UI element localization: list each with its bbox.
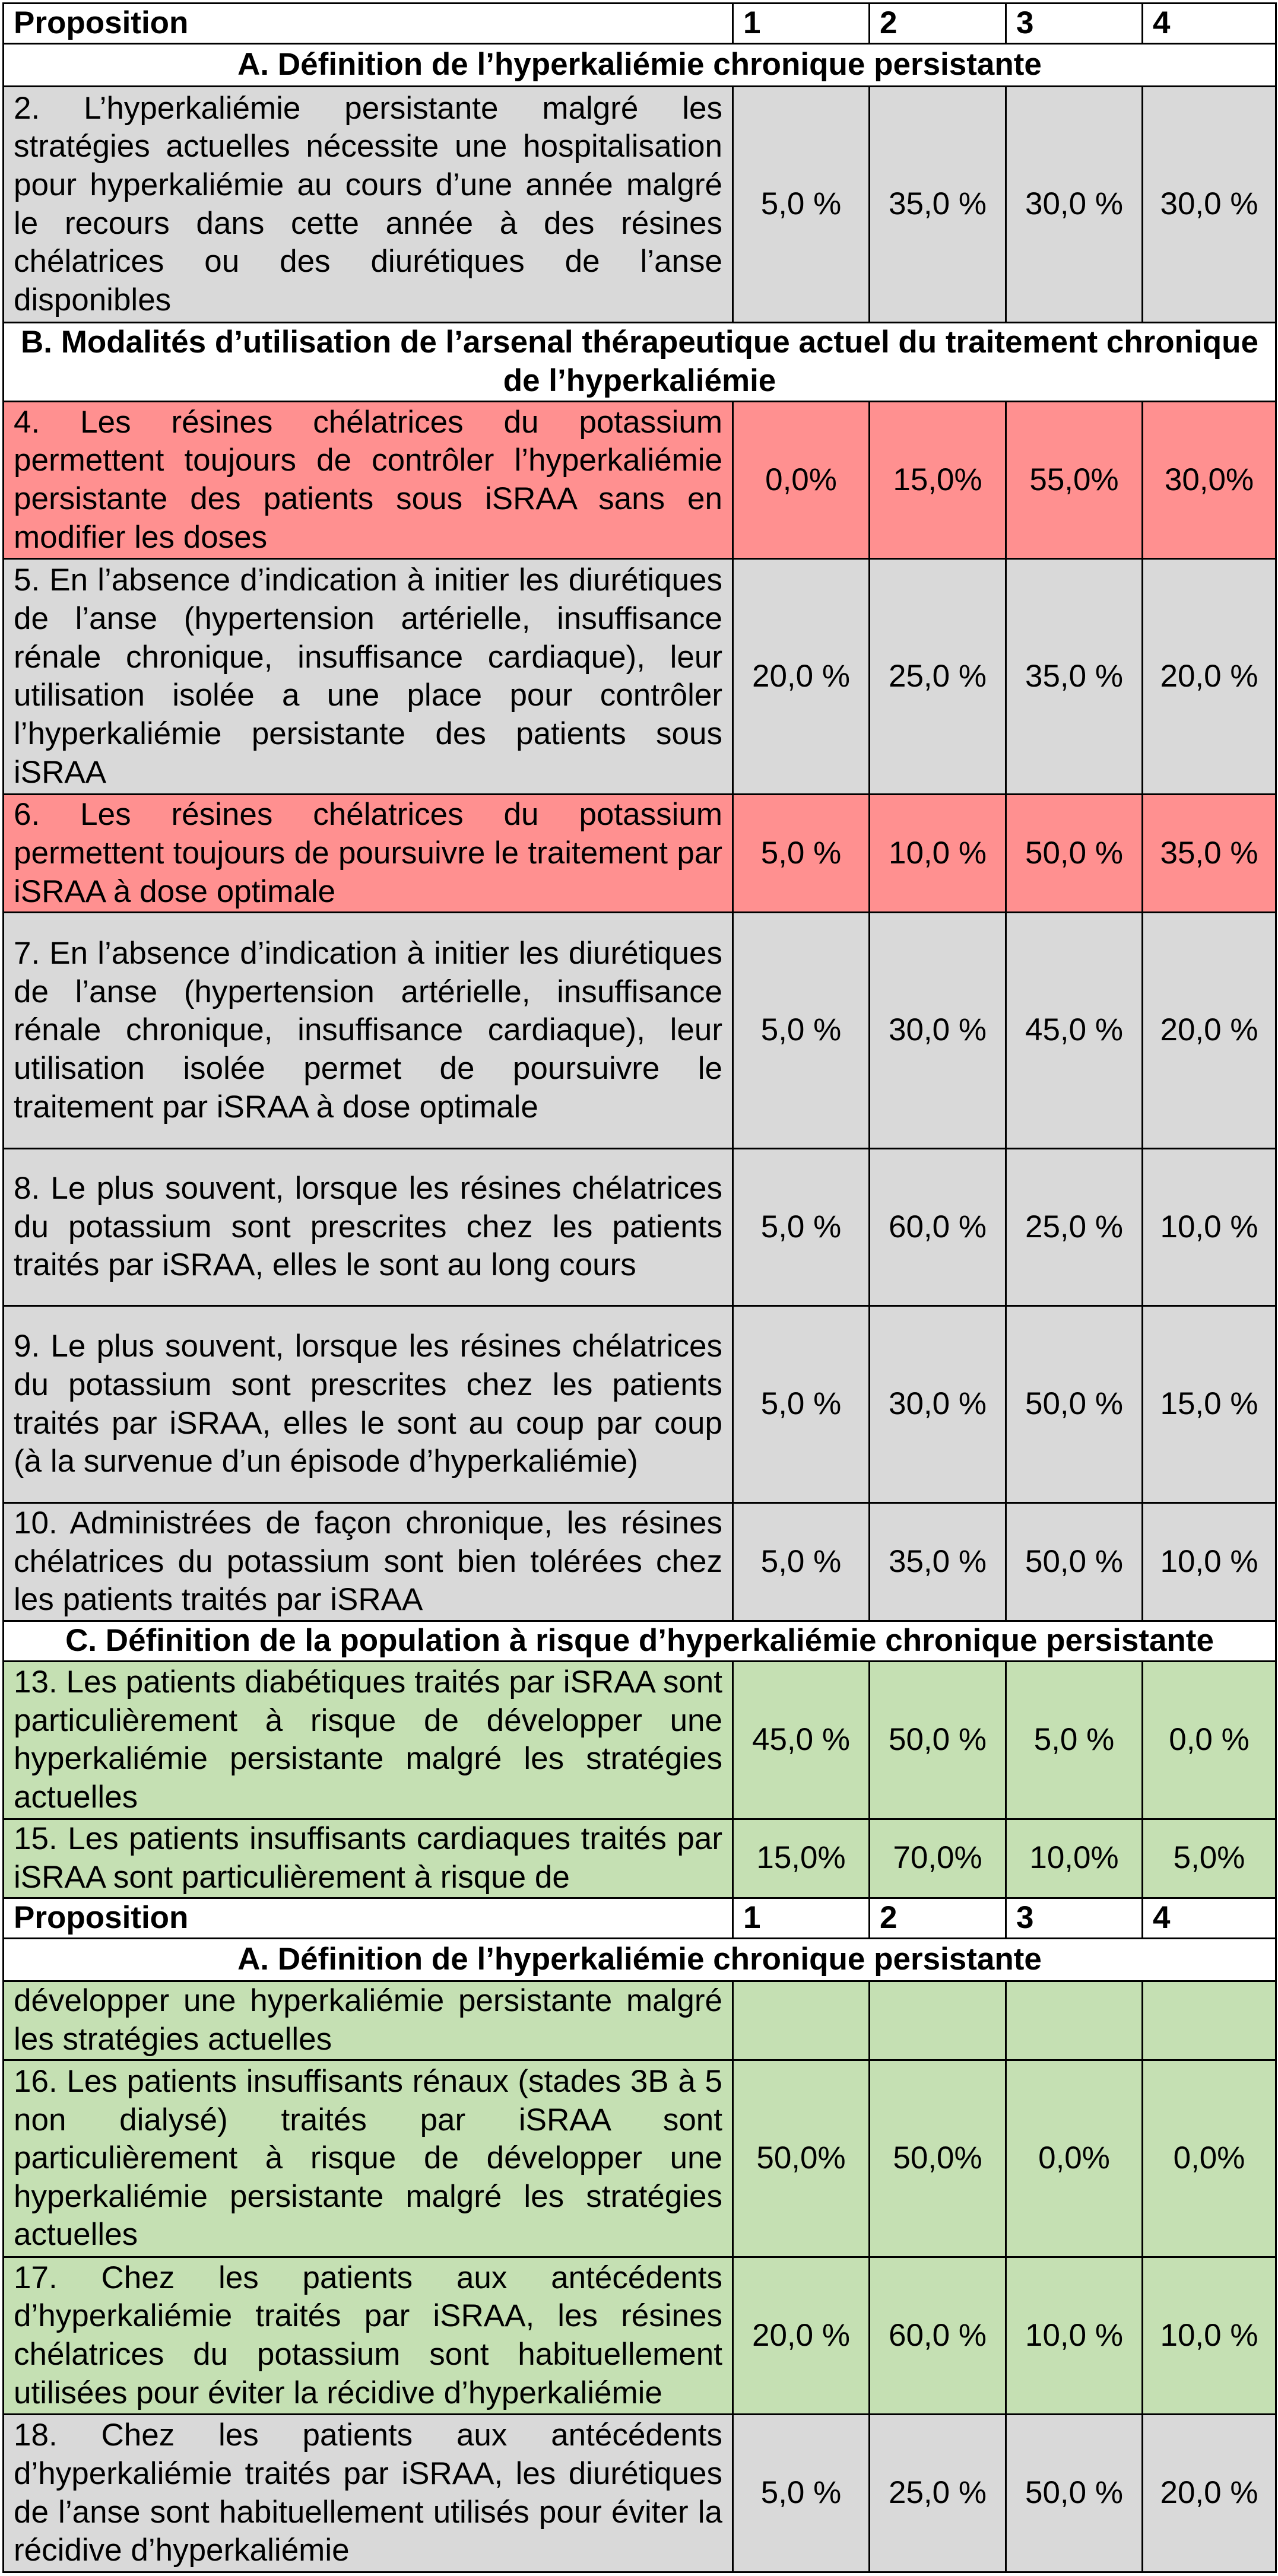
proposition-text: 10. Administrées de façon chronique, les résines chélatrices du potassium sont bien tolérées chez les patients traités par iSRAA: [4, 1503, 733, 1621]
score-3-value: 50,0 %: [1006, 2415, 1143, 2572]
header-col-3: 3: [1006, 1898, 1143, 1938]
header-row: [4, 4, 1276, 44]
table-row: [4, 87, 1276, 322]
header-proposition: Proposition: [4, 1898, 733, 1938]
score-4-value: 35,0 %: [1143, 795, 1276, 913]
score-2-value: 15,0%: [870, 401, 1006, 558]
score-3-value: 35,0 %: [1006, 559, 1143, 795]
score-1-value: [733, 1981, 870, 2060]
header-col-3: 3: [1006, 4, 1143, 44]
score-1-value: 5,0 %: [733, 1503, 870, 1621]
section-row: [4, 322, 1276, 401]
proposition-text: 16. Les patients insuffisants rénaux (stades 3B à 5 non dialysé) traités par iSRAA sont particulièrement à risque de développer une hyperkaliémie persistante malgré les stratégies actuelles: [4, 2060, 733, 2257]
section-title: A. Définition de l’hyperkaliémie chronique persistante: [4, 1938, 1276, 1981]
header-col-4: 4: [1143, 1898, 1276, 1938]
proposition-text: développer une hyperkaliémie persistante malgré les stratégies actuelles: [4, 1981, 733, 2060]
proposition-text: 9. Le plus souvent, lorsque les résines chélatrices du potassium sont prescrites chez les patients traités par iSRAA, elles le sont au coup par coup (à la survenue d’un épisode d’hyperkaliémie): [4, 1306, 733, 1503]
proposition-text: 13. Les patients diabétiques traités par iSRAA sont particulièrement à risque de développer une hyperkaliémie persistante malgré les stratégies actuelles: [4, 1662, 733, 1819]
header-col-1: 1: [733, 1898, 870, 1938]
score-3-value: 45,0 %: [1006, 913, 1143, 1148]
score-3-value: 30,0 %: [1006, 87, 1143, 322]
score-1-value: 45,0 %: [733, 1662, 870, 1819]
table-row: [4, 401, 1276, 558]
proposition-text: 5. En l’absence d’indication à initier les diurétiques de l’anse (hypertension artérielle, insuffisance rénale chronique, insuffisance cardiaque), leur utilisation isolée a une place pour contrôler l’hyperkaliémie persistante des patients sous iSRAA: [4, 559, 733, 795]
score-3-value: 25,0 %: [1006, 1148, 1143, 1306]
section-title: C. Définition de la population à risque d’hyperkaliémie chronique persistante: [4, 1621, 1276, 1662]
score-3-value: 50,0 %: [1006, 1306, 1143, 1503]
score-1-value: 5,0 %: [733, 913, 870, 1148]
score-2-value: 35,0 %: [870, 87, 1006, 322]
score-1-value: 20,0 %: [733, 2257, 870, 2414]
score-4-value: 20,0 %: [1143, 559, 1276, 795]
score-2-value: 25,0 %: [870, 2415, 1006, 2572]
proposition-text: 4. Les résines chélatrices du potassium permettent toujours de contrôler l’hyperkaliémie persistante des patients sous iSRAA sans en modifier les doses: [4, 401, 733, 558]
score-4-value: 15,0 %: [1143, 1306, 1276, 1503]
table-row: [4, 559, 1276, 795]
table-row: [4, 1503, 1276, 1621]
table-row: [4, 1981, 1276, 2060]
score-2-value: [870, 1981, 1006, 2060]
proposition-table: [2, 2, 1277, 2573]
score-4-value: 10,0 %: [1143, 1148, 1276, 1306]
score-4-value: 30,0 %: [1143, 87, 1276, 322]
score-2-value: 25,0 %: [870, 559, 1006, 795]
proposition-text: 7. En l’absence d’indication à initier les diurétiques de l’anse (hypertension artérielle, insuffisance rénale chronique, insuffisance cardiaque), leur utilisation isolée permet de poursuivre le traitement par iSRAA à dose optimale: [4, 913, 733, 1148]
score-4-value: 30,0%: [1143, 401, 1276, 558]
section-title: B. Modalités d’utilisation de l’arsenal thérapeutique actuel du traitement chronique de l’hyperkaliémie: [4, 322, 1276, 401]
score-2-value: 50,0 %: [870, 1662, 1006, 1819]
table-row: [4, 1819, 1276, 1898]
score-3-value: 55,0%: [1006, 401, 1143, 558]
score-4-value: [1143, 1981, 1276, 2060]
table-row: [4, 1148, 1276, 1306]
header-col-4: 4: [1143, 4, 1276, 44]
section-row: [4, 1938, 1276, 1981]
score-1-value: 5,0 %: [733, 2415, 870, 2572]
score-2-value: 30,0 %: [870, 1306, 1006, 1503]
header-col-2: 2: [870, 4, 1006, 44]
score-2-value: 10,0 %: [870, 795, 1006, 913]
proposition-text: 15. Les patients insuffisants cardiaques traités par iSRAA sont particulièrement à risque de: [4, 1819, 733, 1898]
score-2-value: 60,0 %: [870, 2257, 1006, 2414]
score-2-value: 30,0 %: [870, 913, 1006, 1148]
score-4-value: 10,0 %: [1143, 1503, 1276, 1621]
score-4-value: 20,0 %: [1143, 2415, 1276, 2572]
score-4-value: 20,0 %: [1143, 913, 1276, 1148]
header-col-2: 2: [870, 1898, 1006, 1938]
header-proposition: Proposition: [4, 4, 733, 44]
score-1-value: 0,0%: [733, 401, 870, 558]
table-row: [4, 1662, 1276, 1819]
proposition-text: 18. Chez les patients aux antécédents d’hyperkaliémie traités par iSRAA, les diurétiques de l’anse sont habituellement utilisés pour éviter la récidive d’hyperkaliémie: [4, 2415, 733, 2572]
score-1-value: 5,0 %: [733, 795, 870, 913]
score-3-value: 10,0 %: [1006, 2257, 1143, 2414]
score-4-value: 0,0%: [1143, 2060, 1276, 2257]
score-3-value: 10,0%: [1006, 1819, 1143, 1898]
score-3-value: 50,0 %: [1006, 795, 1143, 913]
score-4-value: 10,0 %: [1143, 2257, 1276, 2414]
header-col-1: 1: [733, 4, 870, 44]
score-1-value: 5,0 %: [733, 1306, 870, 1503]
score-2-value: 50,0%: [870, 2060, 1006, 2257]
score-4-value: 0,0 %: [1143, 1662, 1276, 1819]
table-row: [4, 2415, 1276, 2572]
table-row: [4, 2060, 1276, 2257]
proposition-text: 2. L’hyperkaliémie persistante malgré les stratégies actuelles nécessite une hospitalisation pour hyperkaliémie au cours d’une année malgré le recours dans cette année à des résines chélatrices ou des diurétiques de l’anse disponibles: [4, 87, 733, 322]
proposition-text: 8. Le plus souvent, lorsque les résines chélatrices du potassium sont prescrites chez les patients traités par iSRAA, elles le sont au long cours: [4, 1148, 733, 1306]
score-3-value: [1006, 1981, 1143, 2060]
section-row: [4, 1621, 1276, 1662]
table-body: [4, 4, 1276, 2572]
header-row: [4, 1898, 1276, 1938]
score-1-value: 5,0 %: [733, 87, 870, 322]
score-3-value: 5,0 %: [1006, 1662, 1143, 1819]
proposition-text: 6. Les résines chélatrices du potassium permettent toujours de poursuivre le traitement par iSRAA à dose optimale: [4, 795, 733, 913]
score-2-value: 60,0 %: [870, 1148, 1006, 1306]
score-1-value: 50,0%: [733, 2060, 870, 2257]
score-1-value: 20,0 %: [733, 559, 870, 795]
score-4-value: 5,0%: [1143, 1819, 1276, 1898]
score-3-value: 0,0%: [1006, 2060, 1143, 2257]
score-3-value: 50,0 %: [1006, 1503, 1143, 1621]
table-row: [4, 1306, 1276, 1503]
proposition-text: 17. Chez les patients aux antécédents d’hyperkaliémie traités par iSRAA, les résines chélatrices du potassium sont habituellement utilisées pour éviter la récidive d’hyperkaliémie: [4, 2257, 733, 2414]
score-1-value: 15,0%: [733, 1819, 870, 1898]
table-row: [4, 2257, 1276, 2414]
section-row: [4, 44, 1276, 87]
score-1-value: 5,0 %: [733, 1148, 870, 1306]
section-title: A. Définition de l’hyperkaliémie chronique persistante: [4, 44, 1276, 87]
score-2-value: 70,0%: [870, 1819, 1006, 1898]
score-2-value: 35,0 %: [870, 1503, 1006, 1621]
table-row: [4, 795, 1276, 913]
table-row: [4, 913, 1276, 1148]
